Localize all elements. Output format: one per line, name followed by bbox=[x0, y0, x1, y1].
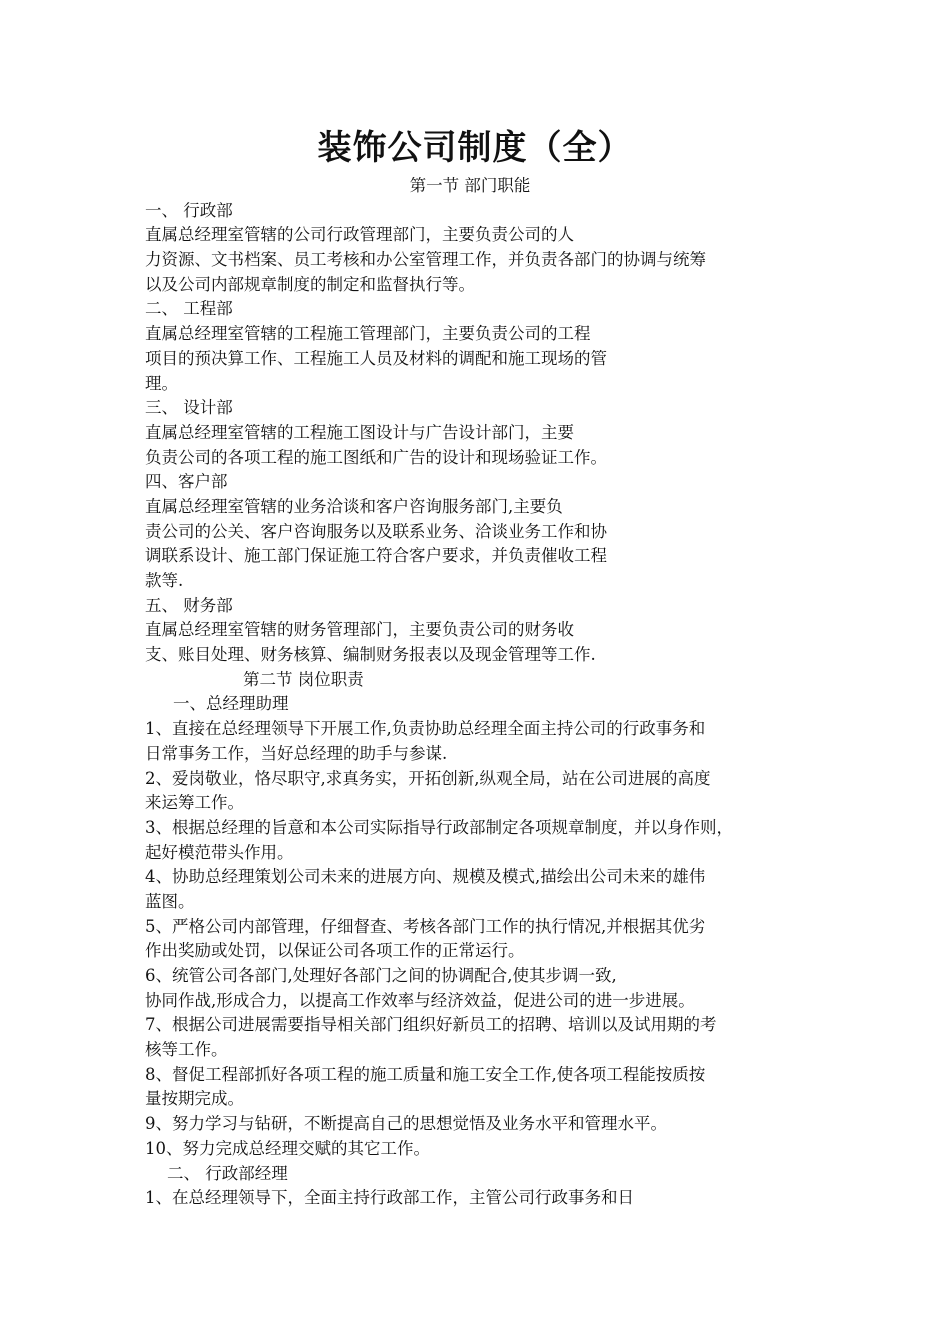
section-heading-2: 第二节 岗位职责 bbox=[243, 669, 364, 689]
paragraph-line: 直属总经理室管辖的工程施工管理部门，主要负责公司的工程 bbox=[145, 324, 591, 344]
paragraph-line: 三、 设计部 bbox=[145, 398, 233, 418]
paragraph-line: 作出奖励或处罚，以保证公司各项工作的正常运行。 bbox=[145, 941, 525, 961]
paragraph-line: 9、努力学习与钻研，不断提高自己的思想觉悟及业务水平和管理水平。 bbox=[145, 1114, 667, 1134]
paragraph-line: 力资源、文书档案、员工考核和办公室管理工作，并负责各部门的协调与统筹 bbox=[145, 250, 706, 270]
paragraph-line: 直属总经理室管辖的财务管理部门，主要负责公司的财务收 bbox=[145, 620, 574, 640]
paragraph-line: 四、客户部 bbox=[145, 472, 228, 492]
paragraph-line: 直属总经理室管辖的公司行政管理部门，主要负责公司的人 bbox=[145, 225, 574, 245]
paragraph-line: 项目的预决算工作、工程施工人员及材料的调配和施工现场的管 bbox=[145, 348, 607, 368]
paragraph-line: 理。 bbox=[145, 373, 178, 393]
paragraph-line: 直属总经理室管辖的工程施工图设计与广告设计部门，主要 bbox=[145, 422, 574, 442]
paragraph-line: 6、统管公司各部门,处理好各部门之间的协调配合,使其步调一致, bbox=[145, 966, 617, 985]
paragraph-line: 起好模范带头作用。 bbox=[145, 842, 294, 862]
paragraph-line: 蓝图。 bbox=[145, 891, 195, 911]
paragraph-line: 二、 工程部 bbox=[145, 299, 233, 319]
paragraph-line: 协同作战,形成合力，以提高工作效率与经济效益，促进公司的进一步进展。 bbox=[145, 990, 695, 1010]
paragraph-line: 五、 财务部 bbox=[145, 595, 233, 615]
paragraph-line: 核等工作。 bbox=[145, 1040, 228, 1060]
paragraph-line: 3、根据总经理的旨意和本公司实际指导行政部制定各项规章制度，并以身作则， bbox=[145, 817, 733, 837]
document-title: 装饰公司制度（全） bbox=[317, 128, 633, 168]
paragraph-line: 支、账目处理、财务核算、编制财务报表以及现金管理等工作. bbox=[145, 645, 596, 665]
paragraph-line: 2、爱岗敬业，恪尽职守,求真务实，开拓创新,纵观全局，站在公司进展的高度 bbox=[145, 768, 711, 788]
paragraph-line: 责公司的公关、客户咨询服务以及联系业务、洽谈业务工作和协 bbox=[145, 521, 607, 541]
paragraph-line: 1、在总经理领导下，全面主持行政部工作，主管公司行政事务和日 bbox=[145, 1188, 634, 1208]
paragraph-line: 8、督促工程部抓好各项工程的施工质量和施工安全工作,使各项工程能按质按 bbox=[145, 1064, 706, 1084]
section-heading-1: 第一节 部门职能 bbox=[409, 176, 531, 195]
paragraph-line: 负责公司的各项工程的施工图纸和广告的设计和现场验证工作。 bbox=[145, 447, 607, 467]
paragraph-line: 5、严格公司内部管理，仔细督查、考核各部门工作的执行情况,并根据其优劣 bbox=[145, 916, 706, 936]
paragraph-line: 1、直接在总经理领导下开展工作,负责协助总经理全面主持公司的行政事务和 bbox=[145, 719, 706, 739]
document-body bbox=[145, 174, 825, 1211]
paragraph-line: 4、协助总经理策划公司未来的进展方向、规模及模式,描绘出公司未来的雄伟 bbox=[145, 867, 706, 887]
paragraph-line: 款等. bbox=[145, 571, 184, 590]
paragraph-line: 调联系设计、施工部门保证施工符合客户要求，并负责催收工程 bbox=[145, 546, 607, 566]
paragraph-line: 日常事务工作，当好总经理的助手与参谋. bbox=[145, 743, 448, 763]
paragraph-line: 来运筹工作。 bbox=[145, 793, 244, 813]
paragraph-line: 7、根据公司进展需要指导相关部门组织好新员工的招聘、培训以及试用期的考 bbox=[145, 1015, 717, 1035]
paragraph-line: 以及公司内部规章制度的制定和监督执行等。 bbox=[145, 274, 475, 294]
paragraph-line: 10、努力完成总经理交赋的其它工作。 bbox=[145, 1138, 430, 1158]
paragraph-line: 直属总经理室管辖的业务洽谈和客户咨询服务部门,主要负 bbox=[145, 496, 563, 516]
paragraph-line: 一、 行政部 bbox=[145, 200, 233, 220]
subsection-heading: 一、总经理助理 bbox=[173, 694, 289, 714]
subsection-heading: 二、 行政部经理 bbox=[167, 1163, 288, 1183]
paragraph-line: 量按期完成。 bbox=[145, 1089, 244, 1109]
